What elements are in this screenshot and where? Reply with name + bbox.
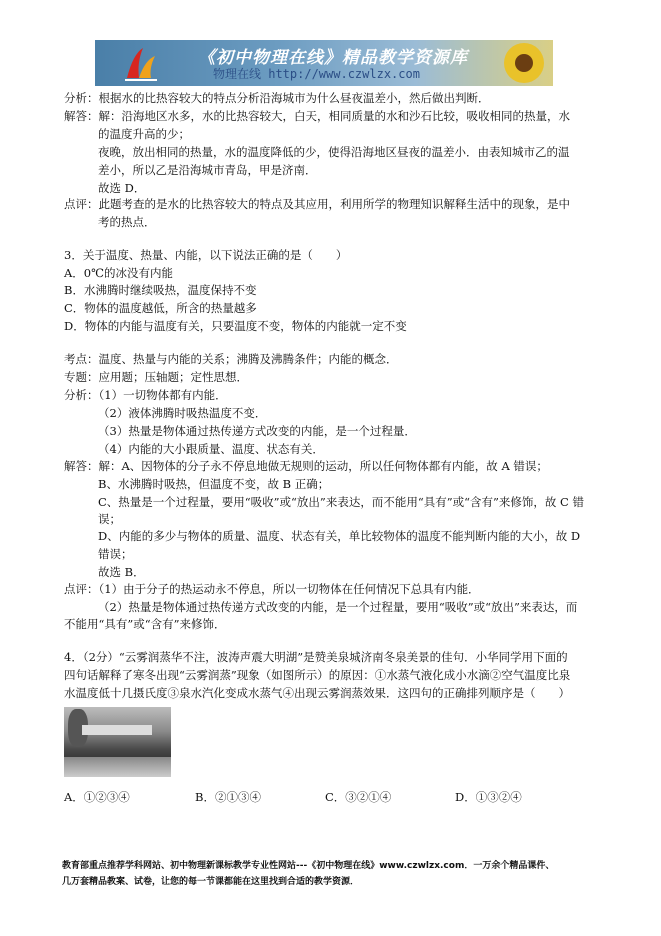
text-line: D．物体的内能与温度有关，只要温度不变，物体的内能就一定不变 — [64, 319, 407, 333]
text-line: 不能用“具有”或“含有”来修饰． — [64, 617, 226, 631]
text-line: 分析：（1）一切物体都有内能． — [64, 388, 227, 402]
footer-line-1: 教育部重点推荐学科网站、初中物理新课标教学专业性网站---《初中物理在线》www.czwlzx.com．一万余个精品课件、 — [62, 861, 555, 871]
text-line: 3．关于温度、热量、内能，以下说法正确的是（ ） — [64, 248, 348, 262]
text-line: 故选 B． — [98, 565, 145, 579]
text-line: B．水沸腾时继续吸热，温度保持不变 — [64, 283, 257, 297]
text-line: 解答：解：沿海地区水多，水的比热容较大，白天，相同质量的水和沙石比较，吸收相同的热量，水 — [64, 109, 570, 123]
text-line: 夜晚，放出相同的热量，水的温度降低的少，使得沿海地区昼夜的温差小．由表知城市乙的温 — [98, 145, 570, 159]
text-line: 专题：应用题；压轴题；定性思想． — [64, 370, 248, 384]
photo-roof — [82, 725, 152, 735]
text-line: B、水沸腾时吸热，但温度不变，故 B 正确； — [98, 477, 330, 491]
text-line: 点评：（1）由于分子的热运动永不停息，所以一切物体在任何情况下总具有内能． — [64, 582, 480, 596]
text-line: 4．（2分）“云雾润蒸华不注，波涛声震大明湖”是赞美泉城济南冬泉美景的佳句．小华同学用下面的 — [64, 650, 568, 664]
text-line: 考的热点． — [98, 215, 156, 229]
text-line: 故选 D． — [98, 181, 146, 195]
text-line: （4）内能的大小跟质量、温度、状态有关． — [98, 442, 324, 456]
fog-photo — [64, 707, 171, 777]
banner-title: 《初中物理在线》精品教学资源库 — [198, 48, 468, 68]
option-b: B．②①③④ — [195, 790, 261, 804]
header-banner — [95, 40, 553, 86]
option-a: A．①②③④ — [64, 790, 130, 804]
text-line: 点评：此题考查的是水的比热容较大的特点及其应用，利用所学的物理知识解释生活中的现象，是中 — [64, 197, 570, 211]
text-line: 水温度低十几摄氏度③泉水汽化变成水蒸气④出现云雾润蒸效果．这四句的正确排列顺序是（ ） — [64, 686, 570, 700]
text-line: （3）热量是物体通过热传递方式改变的内能，是一个过程量． — [98, 424, 416, 438]
text-line: 四句话解释了寒冬出现“云雾润蒸”现象（如图所示）的原因：①水蒸气液化成小水滴②空气温度比泉 — [64, 668, 571, 682]
text-line: D、内能的多少与物体的质量、温度、状态有关，单比较物体的温度不能判断内能的大小，故 D — [98, 529, 581, 543]
text-line: （2）热量是物体通过热传递方式改变的内能，是一个过程量，要用“吸收”或“放出”来表达，而 — [98, 600, 578, 614]
text-line: 分析：根据水的比热容较大的特点分析沿海城市为什么昼夜温差小，然后做出判断． — [64, 91, 490, 105]
text-line: 误； — [98, 512, 121, 526]
text-line: （2）液体沸腾时吸热温度不变． — [98, 406, 267, 420]
text-line: 考点：温度、热量与内能的关系；沸腾及沸腾条件；内能的概念． — [64, 352, 398, 366]
text-line: 差小，所以乙是沿海城市青岛，甲是济南． — [98, 163, 317, 177]
text-line: 错误； — [98, 547, 133, 561]
text-line: C．物体的温度越低，所含的热量越多 — [64, 301, 257, 315]
option-c: C．③②①④ — [325, 790, 392, 804]
text-line: 解答：解：A、因物体的分子永不停息地做无规则的运动，所以任何物体都有内能，故 A 错误； — [64, 459, 548, 473]
site-logo-icon — [123, 44, 159, 82]
footer-line-2: 几万套精品教案、试卷，让您的每一节课都能在这里找到合适的教学资源． — [62, 877, 360, 887]
text-line: A．0℃的冰没有内能 — [64, 266, 173, 280]
text-line: C、热量是一个过程量，要用“吸收”或“放出”来表达，而不能用“具有”或“含有”来修饰，故 C 错 — [98, 495, 584, 509]
banner-url: 物理在线 http://www.czwlzx.com — [213, 67, 420, 81]
photo-water — [64, 757, 171, 777]
option-d: D．①③②④ — [455, 790, 522, 804]
text-line: 的温度升高的少； — [98, 127, 190, 141]
sunflower-icon — [501, 40, 547, 86]
